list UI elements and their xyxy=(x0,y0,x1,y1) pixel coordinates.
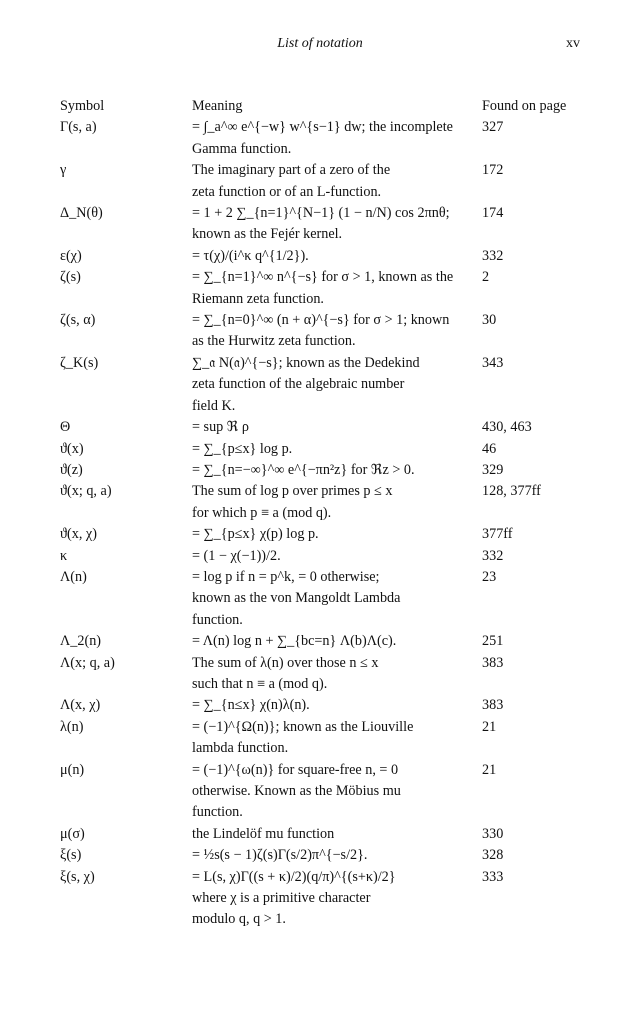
meaning-line: known as the Fejér kernel. xyxy=(192,226,343,243)
symbol-cell: ξ(s, χ) xyxy=(60,868,95,885)
page-cell: 30 xyxy=(482,312,497,329)
symbol-cell: ϑ(x; q, a) xyxy=(60,483,112,500)
page-cell: 333 xyxy=(482,868,504,885)
symbol-cell: Λ(x, χ) xyxy=(60,697,101,714)
meaning-line: = ½s(s − 1)ζ(s)Γ(s/2)π^{−s/2}. xyxy=(192,847,368,864)
meaning-line: the Lindelöf mu function xyxy=(192,825,335,842)
symbol-cell: Γ(s, a) xyxy=(60,119,97,136)
meaning-line: such that n ≡ a (mod q). xyxy=(192,675,328,692)
page-cell: 383 xyxy=(482,654,504,671)
symbol-cell: ϑ(x, χ) xyxy=(60,526,97,543)
page-cell: 327 xyxy=(482,119,504,136)
meaning-line: = sup ℜ ρ xyxy=(192,419,249,436)
symbol-cell: ε(χ) xyxy=(60,247,82,264)
meaning-cell xyxy=(192,353,482,417)
meaning-line: lambda function. xyxy=(192,740,289,757)
meaning-cell xyxy=(192,653,482,696)
notation-table xyxy=(60,96,584,931)
table-row xyxy=(60,267,584,310)
meaning-line: = ∫_a^∞ e^{−w} w^{s−1} dw; the incomplete xyxy=(192,119,453,136)
table-row xyxy=(60,481,584,524)
symbol-cell: Θ xyxy=(60,419,71,436)
symbol-cell: Δ_N(θ) xyxy=(60,205,103,222)
table-row xyxy=(60,117,584,160)
symbol-cell: λ(n) xyxy=(60,718,84,735)
symbol-cell: ϑ(x) xyxy=(60,440,84,457)
column-header-symbol: Symbol xyxy=(60,98,105,114)
meaning-line: = (−1)^{Ω(n)}; known as the Liouville xyxy=(192,718,414,735)
page-cell: 251 xyxy=(482,633,504,650)
meaning-line: = ∑_{p≤x} log p. xyxy=(192,440,293,457)
table-row xyxy=(60,717,584,760)
meaning-cell xyxy=(192,160,482,203)
table-row xyxy=(60,824,584,845)
symbol-cell: ζ(s, α) xyxy=(60,312,96,329)
table-row xyxy=(60,353,584,417)
meaning-cell xyxy=(192,203,482,246)
meaning-cell xyxy=(192,524,482,545)
table-row xyxy=(60,203,584,246)
page-number: xv xyxy=(566,36,580,51)
page-cell: 128, 377ff xyxy=(482,483,541,500)
table-row xyxy=(60,695,584,716)
meaning-line: known as the von Mangoldt Lambda xyxy=(192,590,401,607)
meaning-cell xyxy=(192,717,482,760)
meaning-cell xyxy=(192,117,482,160)
page-cell: 2 xyxy=(482,269,490,286)
page-cell: 328 xyxy=(482,847,504,864)
meaning-line: Riemann zeta function. xyxy=(192,290,324,307)
meaning-line: zeta function of the algebraic number xyxy=(192,376,405,393)
meaning-line: = log p if n = p^k, = 0 otherwise; xyxy=(192,568,380,585)
page-cell: 377ff xyxy=(482,526,513,543)
table-row xyxy=(60,160,584,203)
meaning-cell xyxy=(192,567,482,631)
meaning-line: The sum of λ(n) over those n ≤ x xyxy=(192,654,379,671)
table-row xyxy=(60,310,584,353)
page-cell: 23 xyxy=(482,568,497,585)
meaning-cell xyxy=(192,760,482,824)
meaning-line: = τ(χ)/(i^κ q^{1/2}). xyxy=(192,247,309,264)
meaning-line: = (−1)^{ω(n)} for square-free n, = 0 xyxy=(192,761,399,778)
meaning-line: = Λ(n) log n + ∑_{bc=n} Λ(b)Λ(c). xyxy=(192,633,397,650)
table-row xyxy=(60,439,584,460)
symbol-cell: ζ(s) xyxy=(60,269,81,286)
column-header-found: Found on page xyxy=(482,98,567,114)
table-row xyxy=(60,246,584,267)
meaning-cell xyxy=(192,845,482,866)
page-cell: 174 xyxy=(482,205,504,222)
meaning-cell xyxy=(192,417,482,438)
meaning-cell xyxy=(192,481,482,524)
meaning-line: function. xyxy=(192,804,243,821)
symbol-cell: Λ(x; q, a) xyxy=(60,654,115,671)
symbol-cell: ϑ(z) xyxy=(60,461,83,478)
table-row xyxy=(60,567,584,631)
table-row xyxy=(60,417,584,438)
page-cell: 46 xyxy=(482,440,497,457)
meaning-line: for which p ≡ a (mod q). xyxy=(192,504,332,521)
meaning-cell xyxy=(192,310,482,353)
table-row xyxy=(60,845,584,866)
symbol-cell: Λ(n) xyxy=(60,568,87,585)
meaning-line: zeta function or of an L-function. xyxy=(192,183,382,200)
notation-table-body xyxy=(60,96,584,931)
meaning-line: field K. xyxy=(192,397,236,414)
page-cell: 332 xyxy=(482,247,504,264)
running-header xyxy=(60,36,580,56)
table-row xyxy=(60,460,584,481)
meaning-line: modulo q, q > 1. xyxy=(192,911,286,928)
meaning-line: = ∑_{n≤x} χ(n)λ(n). xyxy=(192,697,310,714)
meaning-line: = ∑_{p≤x} χ(p) log p. xyxy=(192,526,319,543)
meaning-line: where χ is a primitive character xyxy=(192,890,371,907)
table-header-row xyxy=(60,96,584,117)
meaning-line: = 1 + 2 ∑_{n=1}^{N−1} (1 − n/N) cos 2πnθ; xyxy=(192,205,450,222)
table-row xyxy=(60,653,584,696)
page-cell: 172 xyxy=(482,162,504,179)
symbol-cell: ξ(s) xyxy=(60,847,82,864)
meaning-cell xyxy=(192,439,482,460)
meaning-line: as the Hurwitz zeta function. xyxy=(192,333,356,350)
meaning-cell xyxy=(192,246,482,267)
meaning-cell xyxy=(192,631,482,652)
meaning-line: The imaginary part of a zero of the xyxy=(192,162,391,179)
meaning-line: ∑_𝔞 N(𝔞)^{−s}; known as the Dedekind xyxy=(192,354,420,371)
meaning-line: The sum of log p over primes p ≤ x xyxy=(192,483,393,500)
meaning-line: Gamma function. xyxy=(192,140,292,157)
meaning-line: = L(s, χ)Γ((s + κ)/2)(q/π)^{(s+κ)/2} xyxy=(192,868,396,885)
table-row xyxy=(60,760,584,824)
page-cell: 329 xyxy=(482,461,504,478)
meaning-cell xyxy=(192,867,482,931)
column-header-meaning: Meaning xyxy=(192,98,243,114)
table-row xyxy=(60,524,584,545)
symbol-cell: μ(n) xyxy=(60,761,85,778)
symbol-cell: γ xyxy=(60,162,67,179)
table-row xyxy=(60,867,584,931)
meaning-line: function. xyxy=(192,611,243,628)
meaning-line: otherwise. Known as the Möbius mu xyxy=(192,783,401,799)
symbol-cell: Λ_2(n) xyxy=(60,633,102,650)
page-cell: 21 xyxy=(482,718,497,735)
page-cell: 21 xyxy=(482,761,497,778)
running-title: List of notation xyxy=(277,36,363,51)
page-cell: 330 xyxy=(482,825,504,842)
page-cell: 343 xyxy=(482,354,504,371)
meaning-cell xyxy=(192,546,482,567)
page-cell: 430, 463 xyxy=(482,419,532,436)
meaning-cell xyxy=(192,824,482,845)
symbol-cell: μ(σ) xyxy=(60,825,85,842)
table-row xyxy=(60,631,584,652)
meaning-line: = ∑_{n=1}^∞ n^{−s} for σ > 1, known as the xyxy=(192,269,454,286)
meaning-cell xyxy=(192,267,482,310)
meaning-line: = ∑_{n=−∞}^∞ e^{−πn²z} for ℜz > 0. xyxy=(192,461,415,478)
page-cell: 332 xyxy=(482,547,504,564)
table-row xyxy=(60,546,584,567)
meaning-line: = (1 − χ(−1))/2. xyxy=(192,547,281,564)
meaning-cell xyxy=(192,695,482,716)
symbol-cell: κ xyxy=(60,547,68,564)
meaning-line: = ∑_{n=0}^∞ (n + α)^{−s} for σ > 1; known xyxy=(192,312,450,329)
symbol-cell: ζ_K(s) xyxy=(60,354,99,371)
meaning-cell xyxy=(192,460,482,481)
page-cell: 383 xyxy=(482,697,504,714)
